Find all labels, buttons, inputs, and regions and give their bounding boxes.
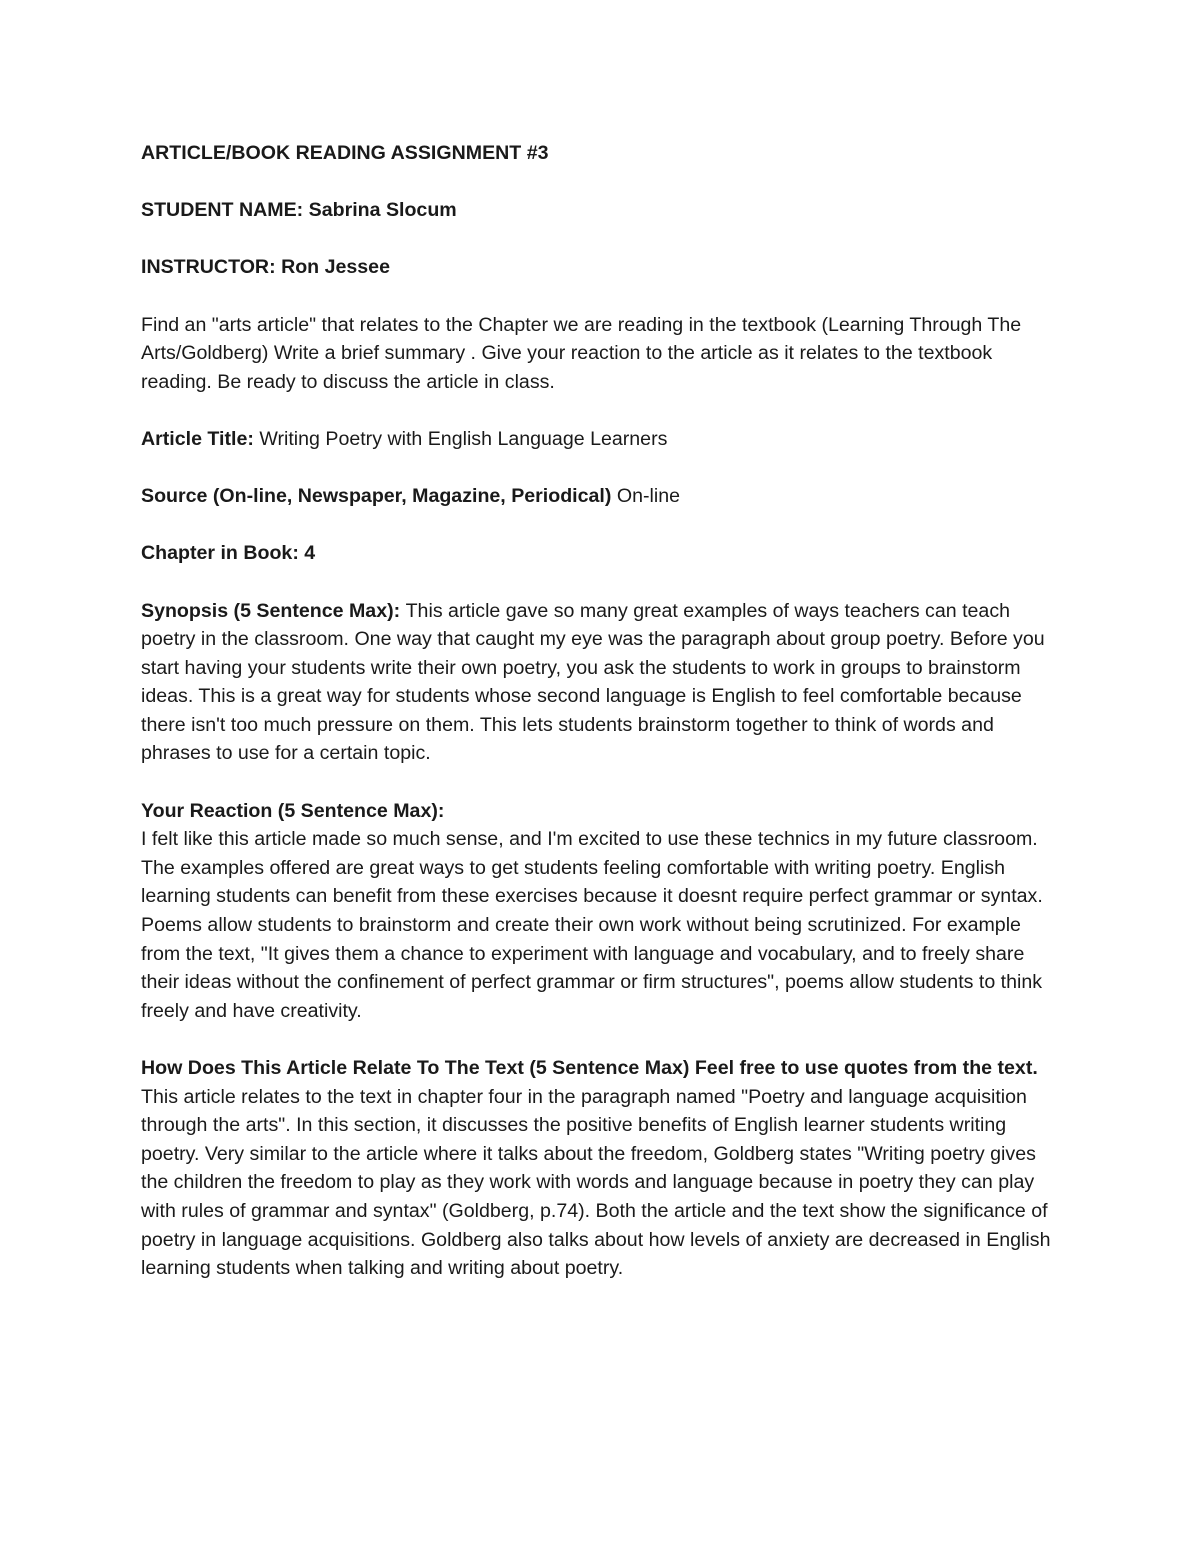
- relation-text: This article relates to the text in chapter four in the paragraph named "Poetry and language acquisition through the arts". In this section, it discusses the positive benefits of English learner students writing poetry. Very similar to the article where it talks about the freedom, Goldberg states "Writing poetry gives the children the freedom to play as they work with words and language because in poetry they can play with rules of grammar and syntax" (Goldberg, p.74). Both the article and the text show the significance of poetry in language acquisitions. Goldberg also talks about how levels of anxiety are decreased in English learning students when talking and writing about poetry.: [141, 1085, 1051, 1280]
- instructor-value: Ron Jessee: [281, 256, 390, 279]
- article-title-value: Writing Poetry with English Language Learners: [259, 427, 668, 450]
- chapter-label: Chapter in Book:: [141, 542, 305, 565]
- source-line: [141, 482, 1056, 511]
- synopsis-label: Synopsis (5 Sentence Max):: [141, 599, 406, 622]
- article-title-label: Article Title:: [141, 427, 260, 450]
- student-name-value: Sabrina Slocum: [308, 199, 457, 222]
- article-title-line: [141, 425, 1056, 454]
- chapter-line: [141, 539, 1056, 568]
- source-value: On-line: [616, 485, 680, 508]
- document-page: [141, 139, 1056, 1311]
- source-label: Source (On-line, Newspaper, Magazine, Periodical): [141, 485, 617, 508]
- document-title: ARTICLE/BOOK READING ASSIGNMENT #3: [141, 142, 549, 164]
- chapter-value: 4: [304, 542, 316, 565]
- instructor-line: [141, 253, 1056, 282]
- student-name-line: [141, 196, 1056, 225]
- reaction-section: [141, 797, 1056, 1026]
- instructor-label: INSTRUCTOR:: [141, 256, 282, 279]
- relation-label: How Does This Article Relate To The Text (5 Sentence Max) Feel free to use quotes from the text.: [141, 1057, 1038, 1079]
- synopsis-text: This article gave so many great examples of ways teachers can teach poetry in the classroom. One way that caught my eye was the paragraph about group poetry. Before you start having your students write their own poetry, you ask the students to work in groups to brainstorm ideas. This is a great way for students whose second language is English to feel comfortable because there isn't too much pressure on them. This lets students brainstorm together to think of words and phrases to use for a certain topic.: [141, 599, 1045, 765]
- relation-section: [141, 1054, 1056, 1283]
- reaction-label: Your Reaction (5 Sentence Max):: [141, 799, 445, 822]
- instructions-paragraph: Find an "arts article" that relates to the Chapter we are reading in the textbook (Learning Through The Arts/Goldberg) Write a brief summary . Give your reaction to the article as it relates to the textbook reading. Be ready to discuss the article in class.: [141, 313, 1022, 393]
- synopsis-section: [141, 597, 1056, 769]
- student-name-label: STUDENT NAME:: [141, 199, 309, 222]
- reaction-text: I felt like this article made so much sense, and I'm excited to use these technics in my future classroom. The examples offered are great ways to get students feeling comfortable with writing poetry. English learning students can benefit from these exercises because it doesnt require perfect grammar or syntax. Poems allow students to brainstorm and create their own work without being scrutinized. For example from the text, "It gives them a chance to experiment with language and vocabulary, and to freely share their ideas without the confinement of perfect grammar or firm structures", poems allow students to think freely and have creativity.: [141, 828, 1043, 1022]
